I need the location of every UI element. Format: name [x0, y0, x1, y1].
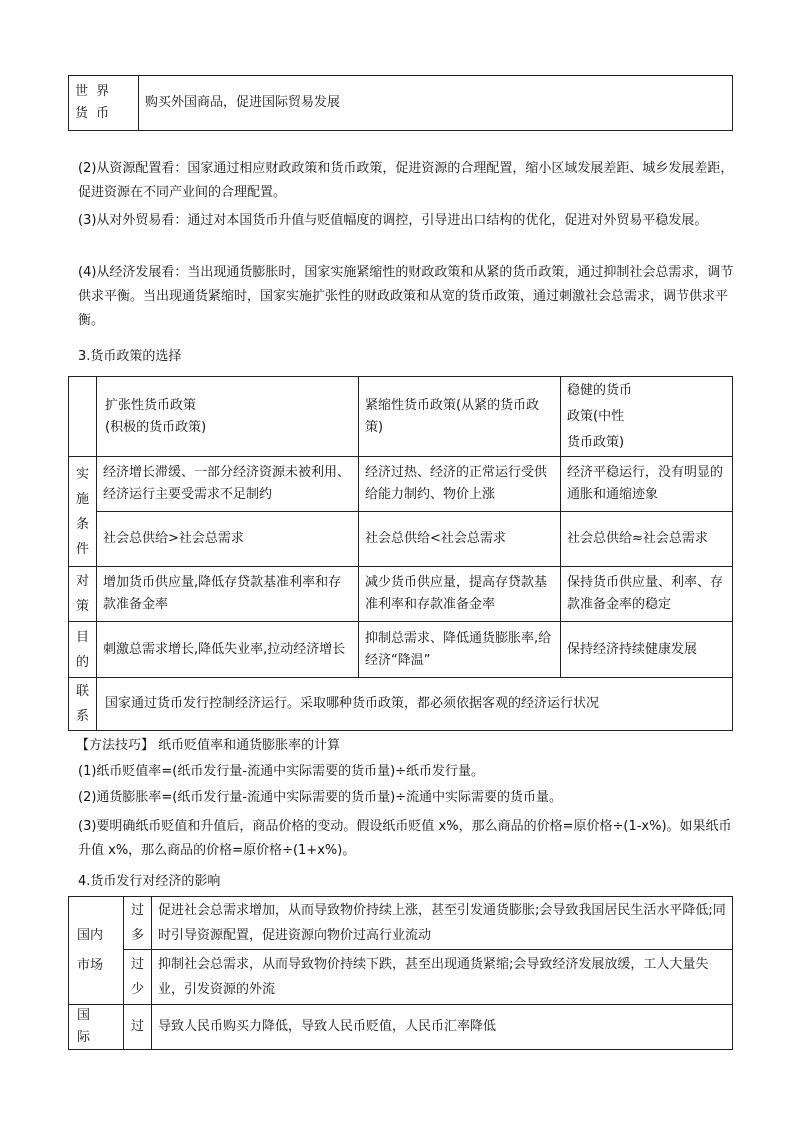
too-much-label: 过多 [124, 897, 152, 950]
purpose-tight: 抑制总需求、降低通货膨胀率,给经济“降温” [359, 622, 561, 678]
label-conditions: 实施条件 [69, 457, 97, 567]
too-little-text: 抑制社会总需求，从而导致物价持续下跌，甚至出现通货紧缩;会导致经济发展放缓，工人大量失业，引发资源的外流 [152, 950, 733, 1005]
supply-expansionary: 社会总供给>社会总需求 [97, 512, 359, 567]
header-tight: 紧缩性货币政策(从紧的货币政策) [359, 377, 561, 457]
domestic-market-label: 国内市场 [69, 897, 124, 1005]
cond-expansionary: 经济增长滞缓、一部分经济资源未被利用、经济运行主要受需求不足制约 [97, 457, 359, 512]
policy-table [68, 376, 733, 731]
measure-tight: 减少货币供应量，提高存贷款基准利率和存款准备金率 [359, 567, 561, 622]
world-currency-label: 世 界 货 币 [69, 76, 139, 131]
paragraph-trade: (3)从对外贸易看：通过对本国货币升值与贬值幅度的调控，引导进出口结构的优化，促进对外贸易平稳发展。 [78, 213, 708, 228]
header-expansionary: 扩张性货币政策 (积极的货币政策) [97, 377, 359, 457]
label-purpose: 目的 [69, 622, 97, 678]
measure-stable: 保持货币供应量、利率、存款准备金率的稳定 [561, 567, 733, 622]
currency-function-table [68, 75, 733, 131]
supply-stable: 社会总供给≈社会总需求 [561, 512, 733, 567]
world-currency-content: 购买外国商品，促进国际贸易发展 [139, 76, 733, 131]
label-relation: 联系 [69, 678, 97, 731]
method-line-1: (1)纸币贬值率=(纸币发行量-流通中实际需要的货币量)÷纸币发行量。 [78, 764, 485, 779]
section-4-title: 4.货币发行对经济的影响 [78, 874, 221, 889]
purpose-expansionary: 刺激总需求增长,降低失业率,拉动经济增长 [97, 622, 359, 678]
intl-text: 导致人民币购买力降低，导致人民币贬值，人民币汇率降低 [152, 1005, 733, 1050]
purpose-stable: 保持经济持续健康发展 [561, 622, 733, 678]
header-stable: 稳健的货币 政策(中性 货币政策) [561, 377, 733, 457]
section-3-title: 3.货币政策的选择 [78, 349, 182, 364]
cond-stable: 经济平稳运行，没有明显的通胀和通缩迹象 [561, 457, 733, 512]
paragraph-resource: (2)从资源配置看：国家通过相应财政政策和货币政策，促进资源的合理配置，缩小区域发展差距、城乡发展差距，促进资源在不同产业间的合理配置。 [78, 161, 734, 200]
measure-expansionary: 增加货币供应量,降低存贷款基准利率和存款准备金率 [97, 567, 359, 622]
cond-tight: 经济过热、经济的正常运行受供给能力制约、物价上涨 [359, 457, 561, 512]
too-little-label: 过少 [124, 950, 152, 1005]
method-line-3: (3)要明确纸币贬值和升值后，商品价格的变动。假设纸币贬值 x%，那么商品的价格=原价格÷(1-x%)。如果纸币升值 x%，那么商品的价格=原价格÷(1+x%)。 [78, 819, 732, 858]
supply-tight: 社会总供给<社会总需求 [359, 512, 561, 567]
intl-sub-label: 过 [124, 1005, 152, 1050]
international-label: 国 际 [69, 1005, 124, 1050]
method-line-2: (2)通货膨胀率=(纸币发行量-流通中实际需要的货币量)÷流通中实际需要的货币量。 [78, 790, 563, 805]
method-title: 【方法技巧】 纸币贬值率和通货膨胀率的计算 [76, 738, 341, 753]
impact-table [68, 896, 733, 1050]
too-much-text: 促进社会总需求增加，从而导致物价持续上涨，甚至引发通货膨胀;会导致我国居民生活水平降低;同时引导资源配置，促进资源向物价过高行业流动 [152, 897, 733, 950]
paragraph-development: (4)从经济发展看：当出现通货膨胀时，国家实施紧缩性的财政政策和从紧的货币政策，通过抑制社会总需求，调节供求平衡。当出现通货紧缩时，国家实施扩张性的财政政策和从宽的货币政策，通过刺激社会总需求，调节供求平衡。 [78, 265, 734, 328]
relation-text: 国家通过货币发行控制经济运行。采取哪种货币政策，都必须依据客观的经济运行状况 [97, 678, 733, 731]
label-measures: 对策 [69, 567, 97, 622]
